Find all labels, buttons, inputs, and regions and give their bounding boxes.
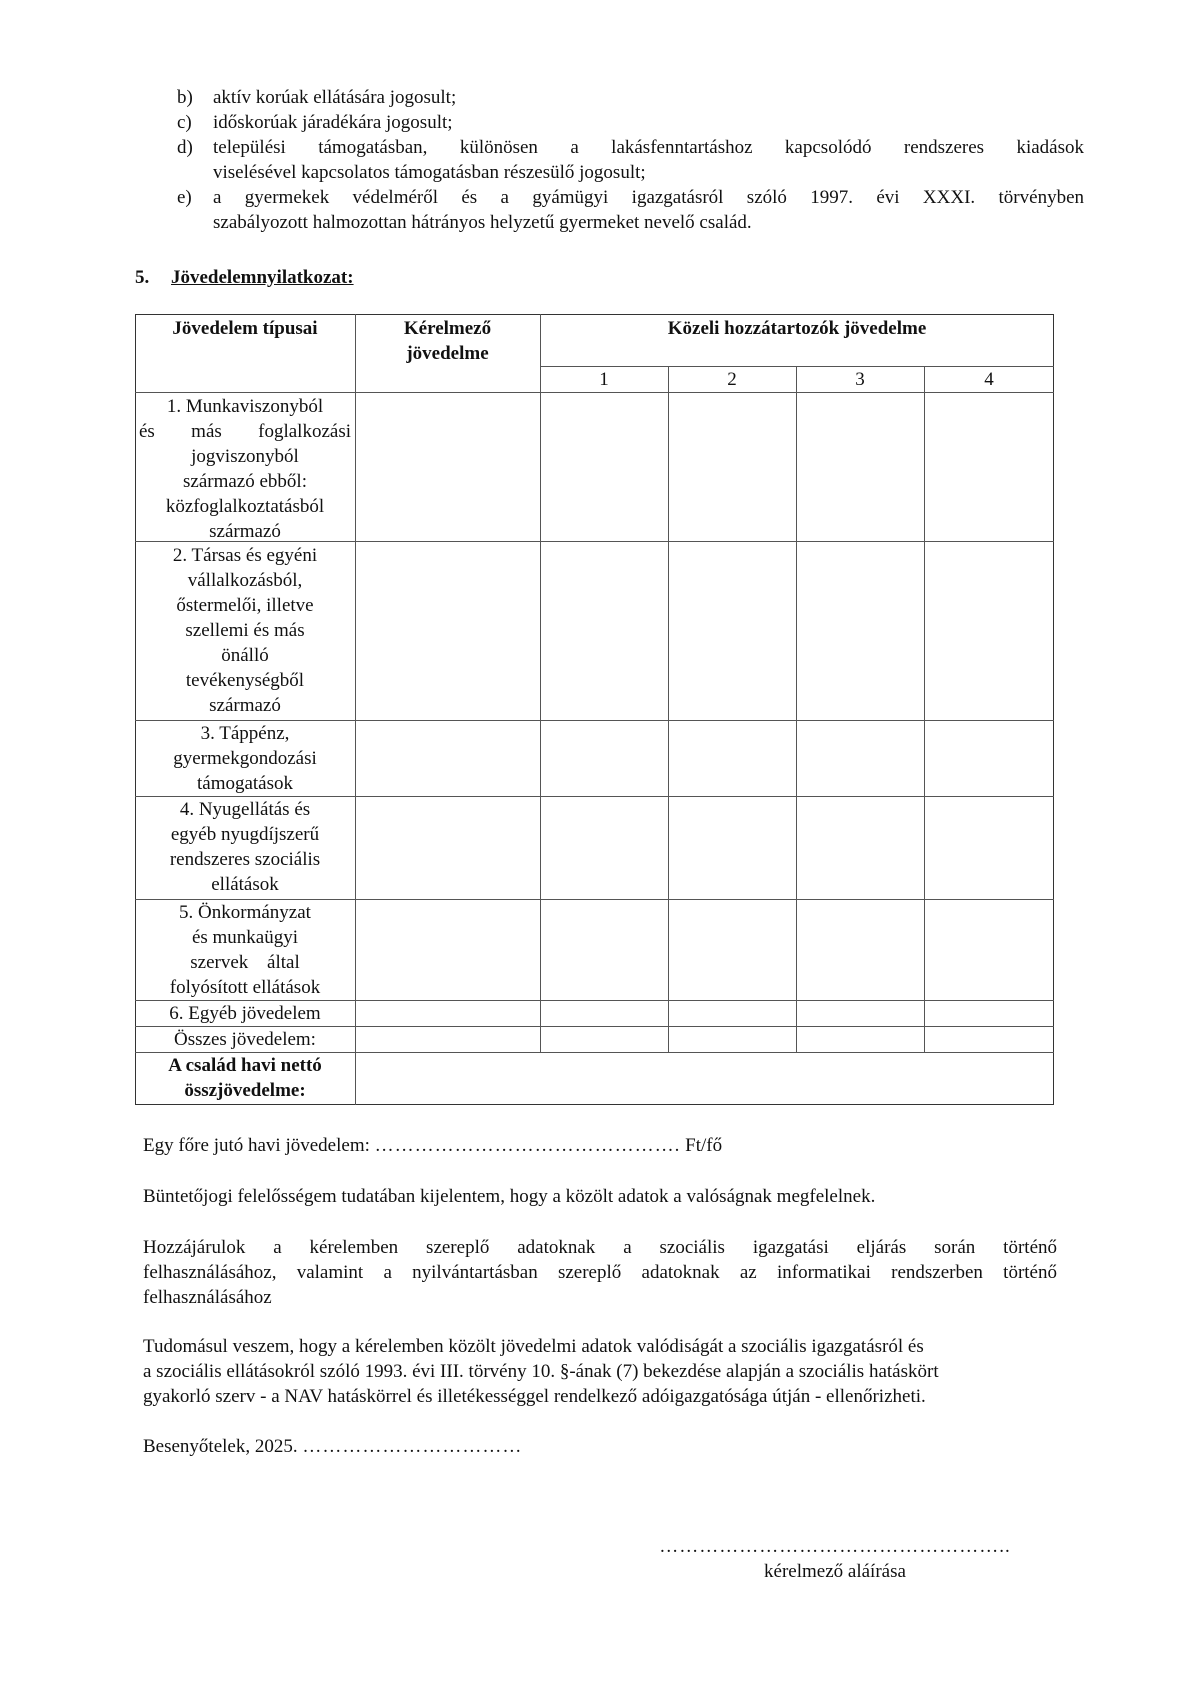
input-sick-pay-relative-4[interactable] [926, 722, 1052, 795]
section-number: 5. [135, 267, 150, 288]
input-total-relative-1[interactable] [542, 1028, 667, 1051]
input-employment-relative-4[interactable] [926, 394, 1052, 540]
input-employment-relative-3[interactable] [798, 394, 923, 540]
list-text: időskorúak járadékára jogosult; [213, 112, 453, 133]
signature-label: kérelmező aláírása [764, 1561, 906, 1582]
input-enterprise-relative-1[interactable] [542, 543, 667, 719]
row-label-municipal: 5. Önkormányzat és munkaügyi szervek által folyósított ellátások [169, 902, 321, 998]
header-relatives: Közeli hozzátartozók jövedelme [667, 318, 927, 339]
input-total-relative-2[interactable] [670, 1028, 795, 1051]
row-label-other: 6. Egyéb jövedelem [169, 1003, 321, 1024]
place-date-line [143, 1434, 522, 1459]
input-sick-pay-relative-1[interactable] [542, 722, 667, 795]
input-sick-pay-applicant[interactable] [357, 722, 539, 795]
row-label-total: Összes jövedelem: [174, 1029, 316, 1050]
list-marker: e) [177, 187, 192, 208]
header-relative-1: 1 [599, 369, 609, 390]
input-family-total[interactable] [357, 1054, 1052, 1104]
input-total-relative-4[interactable] [926, 1028, 1052, 1051]
input-other-relative-1[interactable] [542, 1002, 667, 1025]
section-title: Jövedelemnyilatkozat: [171, 267, 354, 288]
input-sick-pay-relative-3[interactable] [798, 722, 923, 795]
input-enterprise-relative-2[interactable] [670, 543, 795, 719]
per-capita-blank[interactable]: ………………………………………. [374, 1135, 681, 1156]
list-text: aktív korúak ellátására jogosult; [213, 87, 457, 108]
per-capita-label: Egy főre jutó havi jövedelem: [143, 1135, 370, 1156]
header-applicant: Kérelmező jövedelme [403, 318, 492, 364]
input-municipal-relative-2[interactable] [670, 901, 795, 999]
row-label-family-total: A család havi nettó összjövedelme: [168, 1055, 322, 1101]
list-marker: d) [177, 137, 193, 158]
row-divider [135, 392, 1054, 393]
input-total-relative-3[interactable] [798, 1028, 923, 1051]
date-blank[interactable]: …………………………… [302, 1436, 523, 1457]
input-other-relative-4[interactable] [926, 1002, 1052, 1025]
col-divider [796, 366, 797, 1052]
input-pension-relative-1[interactable] [542, 798, 667, 898]
input-municipal-relative-3[interactable] [798, 901, 923, 999]
input-sick-pay-relative-2[interactable] [670, 722, 795, 795]
header-relative-4: 4 [984, 369, 994, 390]
header-income-type: Jövedelem típusai [172, 318, 318, 339]
header-relative-3: 3 [855, 369, 865, 390]
input-enterprise-relative-4[interactable] [926, 543, 1052, 719]
input-pension-applicant[interactable] [357, 798, 539, 898]
col-divider [668, 366, 669, 1052]
row-label-employment: 1. Munkaviszonyból és más foglalkozási jogviszonyból származó ebből: közfoglalkoztatásból származó [139, 396, 351, 542]
input-pension-relative-4[interactable] [926, 798, 1052, 898]
input-total-applicant[interactable] [357, 1028, 539, 1051]
input-employment-relative-1[interactable] [542, 394, 667, 540]
criminal-liability-statement: Büntetőjogi felelősségem tudatában kijelentem, hogy a közölt adatok a valóságnak megfelelnek. [143, 1186, 876, 1207]
col-divider [355, 314, 356, 1105]
place-date-label: Besenyőtelek, 2025. [143, 1436, 298, 1457]
input-employment-relative-2[interactable] [670, 394, 795, 540]
input-municipal-relative-1[interactable] [542, 901, 667, 999]
section-heading [135, 265, 354, 290]
signature-blank[interactable]: …………………………………………….. [659, 1536, 1011, 1557]
input-employment-applicant[interactable] [357, 394, 539, 540]
input-municipal-relative-4[interactable] [926, 901, 1052, 999]
signature-block [640, 1534, 1030, 1584]
acknowledgement-paragraph: Tudomásul veszem, hogy a kérelemben közölt jövedelmi adatok valódiságát a szociális igazgatásról és a szociális ellátásokról szóló 1993. évi III. törvény 10. §-ának (7) bekezdése alapján a szociális hatáskört gyakorló szerv - a NAV hatáskörrel és illetékességgel rendelkező adóigazgatósága útján - ellenőrizheti. [143, 1336, 939, 1407]
list-text: települési támogatásban, különösen a lakásfenntartáshoz kapcsolódó rendszeres kiadások viselésével kapcsolatos támogatásban részesülő jogosult; [213, 137, 1084, 183]
input-pension-relative-3[interactable] [798, 798, 923, 898]
list-marker: b) [177, 87, 193, 108]
input-other-relative-3[interactable] [798, 1002, 923, 1025]
row-label-enterprise: 2. Társas és egyéni vállalkozásból, őstermelői, illetve szellemi és más önálló tevékenységből származó [172, 545, 318, 716]
input-other-relative-2[interactable] [670, 1002, 795, 1025]
input-pension-relative-2[interactable] [670, 798, 795, 898]
col-divider [924, 366, 925, 1052]
list-text: a gyermekek védelméről és a gyámügyi igazgatásról szóló 1997. évi XXXI. törvényben szabályozott halmozottan hátrányos helyzetű gyermeket nevelő család. [213, 187, 1084, 233]
per-capita-unit: Ft/fő [685, 1135, 723, 1156]
row-label-pension: 4. Nyugellátás és egyéb nyugdíjszerű rendszeres szociális ellátások [169, 799, 321, 895]
consent-paragraph: Hozzájárulok a kérelemben szereplő adatoknak a szociális igazgatási eljárás során történő felhasználásához, valamint a nyilvántartásban szereplő adatoknak az informatikai rendszerben történő felhasználásához [143, 1237, 1057, 1308]
header-relative-2: 2 [727, 369, 737, 390]
input-other-applicant[interactable] [357, 1002, 539, 1025]
list-marker: c) [177, 112, 192, 133]
input-municipal-applicant[interactable] [357, 901, 539, 999]
col-divider [540, 314, 541, 1052]
input-enterprise-applicant[interactable] [357, 543, 539, 719]
per-capita-line [143, 1133, 722, 1158]
row-label-sick-pay: 3. Táppénz, gyermekgondozási támogatások [173, 723, 317, 794]
input-enterprise-relative-3[interactable] [798, 543, 923, 719]
